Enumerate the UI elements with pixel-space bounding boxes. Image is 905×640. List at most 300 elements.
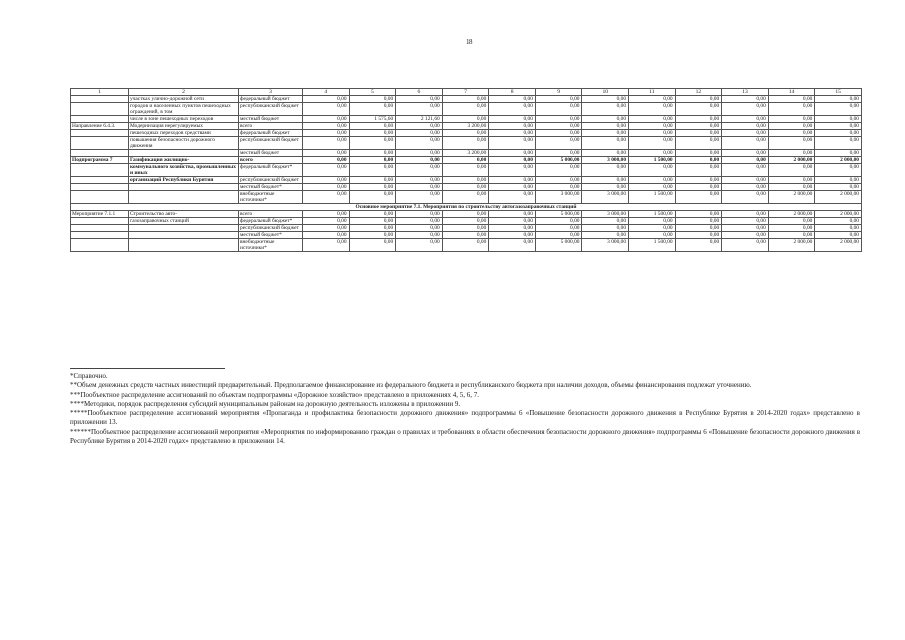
section-row bbox=[71, 204, 862, 211]
value-cell: 0,00 bbox=[303, 232, 350, 239]
value-cell: 0,00 bbox=[303, 184, 350, 191]
source-cell: местный бюджет bbox=[239, 116, 303, 123]
value-cell: 1 500,00 bbox=[629, 239, 676, 252]
value-cell: 0,00 bbox=[396, 103, 443, 116]
value-cell: 0,00 bbox=[535, 150, 582, 157]
table-row bbox=[71, 150, 862, 157]
program-cell bbox=[71, 191, 129, 204]
value-cell: 0,00 bbox=[349, 232, 396, 239]
name-cell bbox=[129, 225, 239, 232]
page-number: 18 bbox=[466, 38, 472, 46]
program-cell bbox=[71, 218, 129, 225]
value-cell: 0,00 bbox=[535, 225, 582, 232]
column-header: 5 bbox=[349, 89, 396, 96]
value-cell: 2 000,00 bbox=[768, 239, 815, 252]
value-cell: 0,00 bbox=[629, 137, 676, 150]
value-cell: 0,00 bbox=[629, 232, 676, 239]
value-cell: 0,00 bbox=[489, 96, 536, 103]
value-cell: 0,00 bbox=[303, 164, 350, 177]
value-cell: 0,00 bbox=[535, 96, 582, 103]
value-cell: 0,00 bbox=[396, 164, 443, 177]
value-cell: 0,00 bbox=[675, 137, 722, 150]
value-cell: 0,00 bbox=[675, 218, 722, 225]
value-cell: 0,00 bbox=[815, 137, 862, 150]
value-cell: 0,00 bbox=[303, 218, 350, 225]
value-cell: 0,00 bbox=[303, 191, 350, 204]
footnote: ******Пообъектное распределение ассигнований мероприятия «Мероприятия по информированию граждан о правилах и требованиях в области обеспечения безопасности дорожного движения» подпрограммы 6 «Повышение безопасности дорожного движения в Республике Бурятия в 2014-2020 годах» представлено в приложении 14. bbox=[70, 427, 860, 446]
value-cell: 0,00 bbox=[489, 157, 536, 164]
name-cell bbox=[129, 150, 239, 157]
name-cell: числе в зоне пешеходных переходов bbox=[129, 116, 239, 123]
value-cell: 2 000,00 bbox=[815, 239, 862, 252]
table-row bbox=[71, 130, 862, 137]
value-cell: 0,00 bbox=[349, 137, 396, 150]
column-header: 4 bbox=[303, 89, 350, 96]
value-cell: 0,00 bbox=[535, 218, 582, 225]
value-cell: 0,00 bbox=[768, 218, 815, 225]
value-cell: 0,00 bbox=[768, 150, 815, 157]
value-cell: 0,00 bbox=[768, 123, 815, 130]
header-row bbox=[71, 89, 862, 96]
name-cell: повышения безопасности дорожного движения bbox=[129, 137, 239, 150]
value-cell: 0,00 bbox=[675, 123, 722, 130]
value-cell: 0,00 bbox=[303, 177, 350, 184]
value-cell: 0,00 bbox=[582, 164, 629, 177]
source-cell: республиканский бюджет bbox=[239, 137, 303, 150]
value-cell: 0,00 bbox=[396, 184, 443, 191]
value-cell: 3 000,00 bbox=[582, 239, 629, 252]
source-cell: федеральный бюджет bbox=[239, 130, 303, 137]
value-cell: 0,00 bbox=[489, 232, 536, 239]
value-cell: 0,00 bbox=[349, 239, 396, 252]
table-row bbox=[71, 184, 862, 191]
value-cell: 0,00 bbox=[629, 184, 676, 191]
value-cell: 0,00 bbox=[815, 232, 862, 239]
source-cell: всего bbox=[239, 211, 303, 218]
value-cell: 0,00 bbox=[489, 177, 536, 184]
column-header: 10 bbox=[582, 89, 629, 96]
name-cell bbox=[129, 191, 239, 204]
program-cell bbox=[71, 130, 129, 137]
value-cell: 0,00 bbox=[629, 116, 676, 123]
value-cell: 0,00 bbox=[722, 157, 769, 164]
value-cell: 0,00 bbox=[535, 116, 582, 123]
value-cell: 0,00 bbox=[489, 184, 536, 191]
value-cell: 2 000,00 bbox=[815, 211, 862, 218]
source-cell: республиканский бюджет bbox=[239, 177, 303, 184]
footnotes bbox=[70, 368, 860, 446]
value-cell: 3 000,00 bbox=[582, 211, 629, 218]
value-cell: 0,00 bbox=[815, 130, 862, 137]
value-cell: 0,00 bbox=[349, 130, 396, 137]
table-row bbox=[71, 103, 862, 116]
value-cell: 0,00 bbox=[489, 130, 536, 137]
program-cell bbox=[71, 137, 129, 150]
value-cell: 0,00 bbox=[349, 184, 396, 191]
value-cell: 0,00 bbox=[303, 137, 350, 150]
value-cell: 0,00 bbox=[629, 164, 676, 177]
value-cell: 0,00 bbox=[303, 150, 350, 157]
value-cell: 0,00 bbox=[815, 150, 862, 157]
column-header: 2 bbox=[129, 89, 239, 96]
value-cell: 0,00 bbox=[489, 150, 536, 157]
value-cell: 0,00 bbox=[349, 225, 396, 232]
column-header: 12 bbox=[675, 89, 722, 96]
value-cell: 0,00 bbox=[442, 164, 489, 177]
value-cell: 3 000,00 bbox=[582, 191, 629, 204]
value-cell: 0,00 bbox=[675, 232, 722, 239]
value-cell: 0,00 bbox=[768, 96, 815, 103]
value-cell: 0,00 bbox=[396, 225, 443, 232]
table-row bbox=[71, 232, 862, 239]
column-header: 15 bbox=[815, 89, 862, 96]
source-cell: внебюджетные источники* bbox=[239, 191, 303, 204]
value-cell: 0,00 bbox=[629, 218, 676, 225]
footnote: ****Методики, порядок распределения субсидий муниципальным районам на дорожную деятельность изложены в приложении 9. bbox=[70, 399, 461, 408]
value-cell: 0,00 bbox=[303, 211, 350, 218]
name-cell bbox=[129, 232, 239, 239]
value-cell: 3 200,00 bbox=[442, 150, 489, 157]
value-cell: 0,00 bbox=[675, 116, 722, 123]
footnote: ***Пообъектное распределение ассигнований по объектам подпрограммы «Дорожное хозяйство» представлено в приложениях 4, 5, 6, 7. bbox=[70, 390, 479, 399]
value-cell: 0,00 bbox=[675, 150, 722, 157]
value-cell: 1 575,60 bbox=[349, 116, 396, 123]
value-cell: 0,00 bbox=[442, 96, 489, 103]
value-cell: 0,00 bbox=[489, 218, 536, 225]
value-cell: 0,00 bbox=[768, 232, 815, 239]
value-cell: 0,00 bbox=[396, 137, 443, 150]
program-cell: Мероприятие 7.1.1 bbox=[71, 211, 129, 218]
value-cell: 0,00 bbox=[442, 137, 489, 150]
source-cell: федеральный бюджет* bbox=[239, 164, 303, 177]
value-cell: 0,00 bbox=[396, 218, 443, 225]
value-cell: 0,00 bbox=[396, 191, 443, 204]
table-row bbox=[71, 239, 862, 252]
value-cell: 3 200,00 bbox=[442, 123, 489, 130]
source-cell: республиканский бюджет bbox=[239, 103, 303, 116]
value-cell: 0,00 bbox=[396, 232, 443, 239]
column-header: 7 bbox=[442, 89, 489, 96]
name-cell: Модернизация нерегулируемых bbox=[129, 123, 239, 130]
value-cell: 0,00 bbox=[582, 225, 629, 232]
value-cell: 0,00 bbox=[768, 177, 815, 184]
value-cell: 5 000,00 bbox=[535, 211, 582, 218]
table-row bbox=[71, 164, 862, 177]
source-cell: республиканский бюджет bbox=[239, 225, 303, 232]
name-cell bbox=[129, 239, 239, 252]
value-cell: 0,00 bbox=[442, 103, 489, 116]
value-cell: 0,00 bbox=[303, 225, 350, 232]
table-row bbox=[71, 225, 862, 232]
value-cell: 0,00 bbox=[396, 157, 443, 164]
value-cell: 0,00 bbox=[303, 157, 350, 164]
value-cell: 0,00 bbox=[303, 96, 350, 103]
name-cell: коммунального хозяйства, промышленных и иных bbox=[129, 164, 239, 177]
value-cell: 0,00 bbox=[582, 130, 629, 137]
value-cell: 2 000,00 bbox=[768, 191, 815, 204]
table-row bbox=[71, 96, 862, 103]
name-cell: организаций Республики Бурятия bbox=[129, 177, 239, 184]
value-cell: 0,00 bbox=[396, 96, 443, 103]
value-cell: 2 000,00 bbox=[815, 191, 862, 204]
column-header: 9 bbox=[535, 89, 582, 96]
value-cell: 0,00 bbox=[303, 123, 350, 130]
table-row bbox=[71, 137, 862, 150]
table-row bbox=[71, 177, 862, 184]
value-cell: 0,00 bbox=[582, 137, 629, 150]
name-cell: пешеходных переходов средствами bbox=[129, 130, 239, 137]
value-cell: 0,00 bbox=[349, 177, 396, 184]
table-row bbox=[71, 191, 862, 204]
value-cell: 0,00 bbox=[535, 137, 582, 150]
value-cell: 0,00 bbox=[582, 123, 629, 130]
value-cell: 0,00 bbox=[489, 116, 536, 123]
value-cell: 0,00 bbox=[629, 130, 676, 137]
value-cell: 0,00 bbox=[349, 218, 396, 225]
table-row bbox=[71, 116, 862, 123]
value-cell: 0,00 bbox=[815, 103, 862, 116]
value-cell: 0,00 bbox=[675, 96, 722, 103]
value-cell: 2 000,00 bbox=[815, 157, 862, 164]
value-cell: 0,00 bbox=[722, 164, 769, 177]
value-cell: 0,00 bbox=[582, 103, 629, 116]
value-cell: 0,00 bbox=[442, 211, 489, 218]
value-cell: 0,00 bbox=[535, 232, 582, 239]
value-cell: 0,00 bbox=[349, 157, 396, 164]
value-cell: 1 500,00 bbox=[629, 211, 676, 218]
value-cell: 0,00 bbox=[722, 211, 769, 218]
value-cell: 0,00 bbox=[722, 123, 769, 130]
value-cell: 2 121,60 bbox=[396, 116, 443, 123]
value-cell: 0,00 bbox=[442, 130, 489, 137]
program-cell bbox=[71, 164, 129, 177]
table-row bbox=[71, 211, 862, 218]
column-header: 11 bbox=[629, 89, 676, 96]
name-cell: городов и населенных пунктов пешеходных ограждений, в том bbox=[129, 103, 239, 116]
footnote: **Объем денежных средств частных инвестиций предварительный. Предполагаемое финансирование из федерального бюджета и республиканского бюджета при наличии доходов, объемы финансирования подлежат уточнению. bbox=[70, 381, 752, 390]
value-cell: 0,00 bbox=[349, 96, 396, 103]
value-cell: 0,00 bbox=[396, 211, 443, 218]
value-cell: 0,00 bbox=[442, 232, 489, 239]
value-cell: 5 000,00 bbox=[535, 239, 582, 252]
value-cell: 0,00 bbox=[815, 184, 862, 191]
source-cell: местный бюджет* bbox=[239, 184, 303, 191]
section-title: Основное мероприятие 7.1. Мероприятия по строительству автогазозаправочных станций bbox=[71, 204, 862, 211]
value-cell: 0,00 bbox=[722, 137, 769, 150]
value-cell: 0,00 bbox=[582, 150, 629, 157]
value-cell: 0,00 bbox=[303, 103, 350, 116]
value-cell: 0,00 bbox=[535, 130, 582, 137]
value-cell: 5 000,00 bbox=[535, 157, 582, 164]
value-cell: 0,00 bbox=[582, 177, 629, 184]
value-cell: 0,00 bbox=[722, 232, 769, 239]
program-cell bbox=[71, 103, 129, 116]
value-cell: 0,00 bbox=[303, 116, 350, 123]
value-cell: 0,00 bbox=[489, 211, 536, 218]
program-cell bbox=[71, 96, 129, 103]
table-row bbox=[71, 123, 862, 130]
source-cell: местный бюджет bbox=[239, 150, 303, 157]
value-cell: 0,00 bbox=[629, 103, 676, 116]
value-cell: 3 000,00 bbox=[582, 157, 629, 164]
program-cell bbox=[71, 116, 129, 123]
value-cell: 0,00 bbox=[675, 164, 722, 177]
value-cell: 0,00 bbox=[582, 116, 629, 123]
footnote: *Справочно. bbox=[70, 372, 108, 380]
value-cell: 0,00 bbox=[349, 191, 396, 204]
table-row bbox=[71, 218, 862, 225]
budget-table bbox=[70, 88, 862, 252]
column-header: 1 bbox=[71, 89, 129, 96]
name-cell: Строительство авто- bbox=[129, 211, 239, 218]
value-cell: 0,00 bbox=[442, 218, 489, 225]
source-cell: внебюджетные источники* bbox=[239, 239, 303, 252]
value-cell: 2 000,00 bbox=[768, 211, 815, 218]
program-cell bbox=[71, 232, 129, 239]
value-cell: 0,00 bbox=[349, 103, 396, 116]
value-cell: 0,00 bbox=[442, 177, 489, 184]
name-cell: газозаправочных станций bbox=[129, 218, 239, 225]
column-header: 13 bbox=[722, 89, 769, 96]
value-cell: 0,00 bbox=[722, 177, 769, 184]
name-cell: Газификация жилищно- bbox=[129, 157, 239, 164]
value-cell: 0,00 bbox=[722, 103, 769, 116]
value-cell: 0,00 bbox=[349, 150, 396, 157]
value-cell: 0,00 bbox=[722, 239, 769, 252]
value-cell: 0,00 bbox=[489, 137, 536, 150]
value-cell: 0,00 bbox=[535, 123, 582, 130]
source-cell: федеральный бюджет* bbox=[239, 218, 303, 225]
value-cell: 0,00 bbox=[629, 150, 676, 157]
value-cell: 0,00 bbox=[442, 184, 489, 191]
value-cell: 0,00 bbox=[396, 177, 443, 184]
value-cell: 0,00 bbox=[722, 150, 769, 157]
program-cell bbox=[71, 225, 129, 232]
program-cell: Направление 6.4.3. bbox=[71, 123, 129, 130]
value-cell: 0,00 bbox=[815, 96, 862, 103]
value-cell: 0,00 bbox=[675, 103, 722, 116]
value-cell: 0,00 bbox=[303, 239, 350, 252]
value-cell: 0,00 bbox=[442, 239, 489, 252]
value-cell: 0,00 bbox=[722, 116, 769, 123]
value-cell: 0,00 bbox=[815, 225, 862, 232]
value-cell: 0,00 bbox=[768, 225, 815, 232]
value-cell: 0,00 bbox=[349, 211, 396, 218]
program-cell bbox=[71, 184, 129, 191]
value-cell: 0,00 bbox=[535, 103, 582, 116]
value-cell: 0,00 bbox=[396, 123, 443, 130]
value-cell: 0,00 bbox=[442, 116, 489, 123]
value-cell: 0,00 bbox=[675, 157, 722, 164]
value-cell: 0,00 bbox=[722, 130, 769, 137]
value-cell: 0,00 bbox=[629, 177, 676, 184]
value-cell: 0,00 bbox=[629, 225, 676, 232]
value-cell: 0,00 bbox=[675, 184, 722, 191]
value-cell: 0,00 bbox=[722, 218, 769, 225]
value-cell: 0,00 bbox=[815, 116, 862, 123]
value-cell: 0,00 bbox=[768, 164, 815, 177]
value-cell: 0,00 bbox=[629, 96, 676, 103]
value-cell: 0,00 bbox=[349, 123, 396, 130]
value-cell: 0,00 bbox=[675, 239, 722, 252]
value-cell: 0,00 bbox=[442, 157, 489, 164]
column-header: 8 bbox=[489, 89, 536, 96]
footnote-rule bbox=[70, 368, 225, 369]
value-cell: 0,00 bbox=[489, 191, 536, 204]
value-cell: 0,00 bbox=[629, 123, 676, 130]
value-cell: 0,00 bbox=[722, 191, 769, 204]
value-cell: 0,00 bbox=[675, 177, 722, 184]
table-row bbox=[71, 157, 862, 164]
value-cell: 0,00 bbox=[489, 103, 536, 116]
value-cell: 0,00 bbox=[442, 225, 489, 232]
value-cell: 0,00 bbox=[768, 116, 815, 123]
value-cell: 0,00 bbox=[815, 164, 862, 177]
value-cell: 0,00 bbox=[768, 103, 815, 116]
value-cell: 0,00 bbox=[815, 123, 862, 130]
value-cell: 0,00 bbox=[582, 218, 629, 225]
value-cell: 0,00 bbox=[582, 232, 629, 239]
source-cell: федеральный бюджет bbox=[239, 96, 303, 103]
value-cell: 1 500,00 bbox=[629, 191, 676, 204]
program-cell: Подпрограмма 7 bbox=[71, 157, 129, 164]
column-header: 14 bbox=[768, 89, 815, 96]
program-cell bbox=[71, 177, 129, 184]
value-cell: 0,00 bbox=[535, 184, 582, 191]
value-cell: 0,00 bbox=[722, 96, 769, 103]
value-cell: 0,00 bbox=[582, 96, 629, 103]
value-cell: 0,00 bbox=[815, 218, 862, 225]
value-cell: 0,00 bbox=[489, 239, 536, 252]
name-cell bbox=[129, 184, 239, 191]
column-header: 6 bbox=[396, 89, 443, 96]
program-cell bbox=[71, 150, 129, 157]
value-cell: 0,00 bbox=[675, 225, 722, 232]
value-cell: 0,00 bbox=[442, 191, 489, 204]
value-cell: 0,00 bbox=[489, 164, 536, 177]
value-cell: 0,00 bbox=[489, 123, 536, 130]
value-cell: 0,00 bbox=[303, 130, 350, 137]
value-cell: 0,00 bbox=[489, 225, 536, 232]
source-cell: местный бюджет* bbox=[239, 232, 303, 239]
value-cell: 0,00 bbox=[396, 239, 443, 252]
value-cell: 0,00 bbox=[722, 225, 769, 232]
value-cell: 3 000,00 bbox=[535, 191, 582, 204]
source-cell: всего bbox=[239, 123, 303, 130]
name-cell: участках улично-дорожной сети bbox=[129, 96, 239, 103]
value-cell: 0,00 bbox=[535, 164, 582, 177]
value-cell: 0,00 bbox=[815, 177, 862, 184]
value-cell: 1 500,00 bbox=[629, 157, 676, 164]
value-cell: 0,00 bbox=[396, 130, 443, 137]
value-cell: 0,00 bbox=[768, 130, 815, 137]
column-header: 3 bbox=[239, 89, 303, 96]
value-cell: 0,00 bbox=[768, 137, 815, 150]
value-cell: 0,00 bbox=[768, 184, 815, 191]
footnote: *****Пообъектное распределение ассигнований мероприятия «Пропаганда и профилактика безопасности дорожного движения» подпрограммы 6 «Повышение безопасности дорожного движения в Республике Бурятия в 2014-2020 годах» представлено в приложении 13. bbox=[70, 409, 860, 427]
value-cell: 0,00 bbox=[722, 184, 769, 191]
value-cell: 0,00 bbox=[582, 184, 629, 191]
program-cell bbox=[71, 239, 129, 252]
value-cell: 0,00 bbox=[675, 211, 722, 218]
source-cell: всего bbox=[239, 157, 303, 164]
value-cell: 0,00 bbox=[535, 177, 582, 184]
value-cell: 0,00 bbox=[396, 150, 443, 157]
value-cell: 0,00 bbox=[349, 164, 396, 177]
value-cell: 0,00 bbox=[675, 191, 722, 204]
value-cell: 2 000,00 bbox=[768, 157, 815, 164]
value-cell: 0,00 bbox=[675, 130, 722, 137]
